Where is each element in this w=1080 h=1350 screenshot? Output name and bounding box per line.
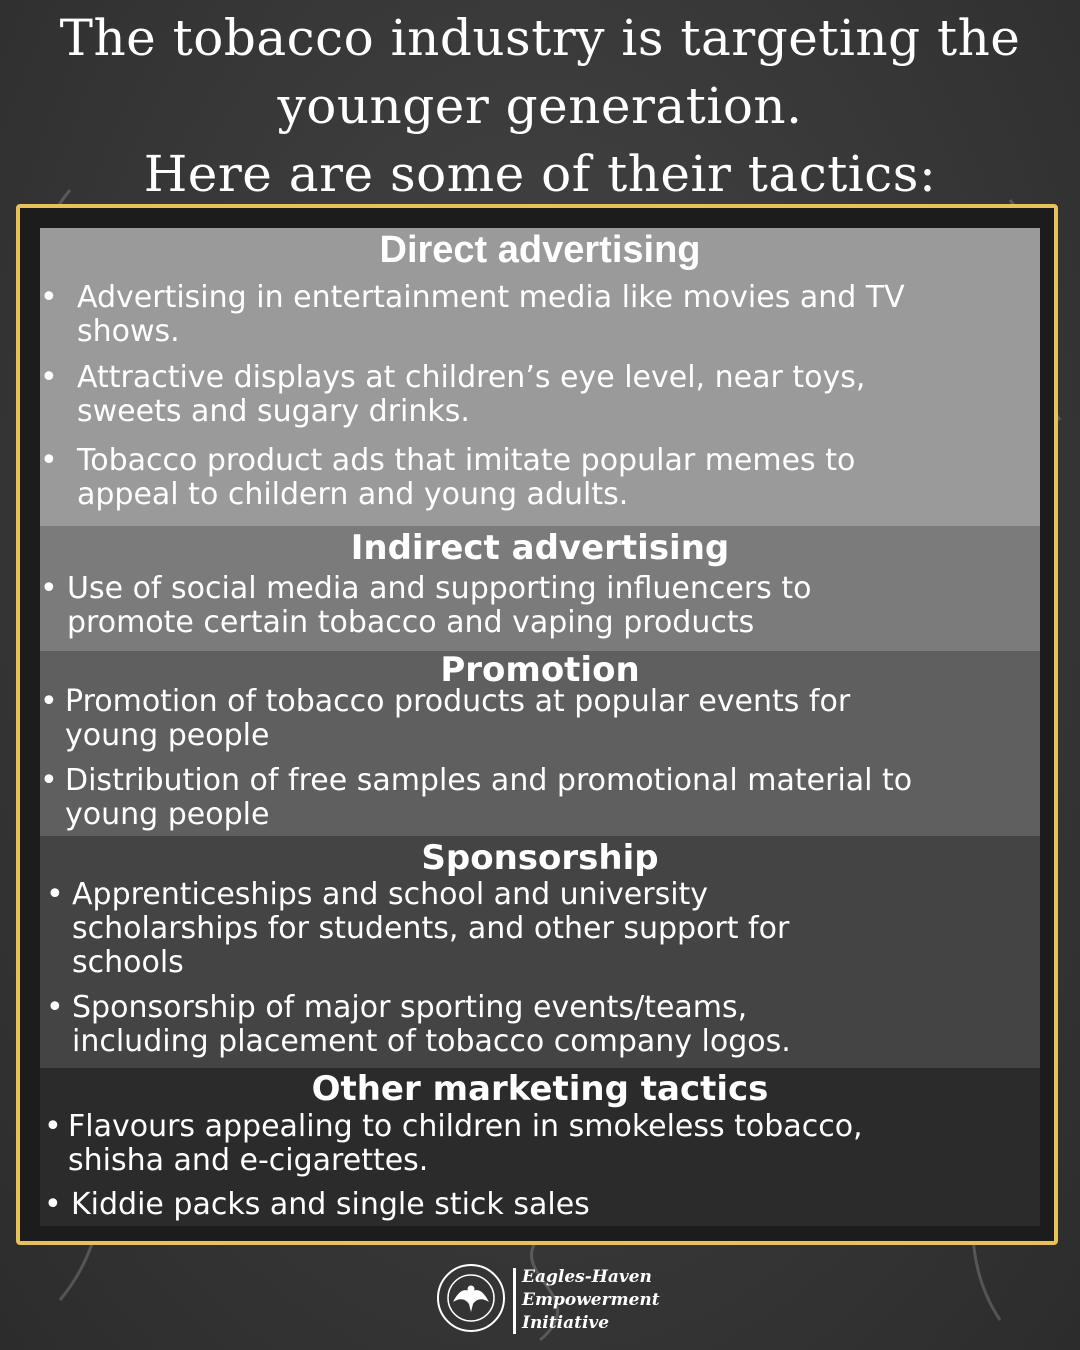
bullet: •: [40, 360, 58, 395]
bullet: •: [40, 684, 58, 719]
list-item: [46, 991, 1036, 1059]
list-item-text: Apprenticeships and school and university scholarships for students, and other support for schools: [72, 877, 790, 980]
bullet: •: [40, 763, 58, 798]
bullet: •: [46, 990, 64, 1025]
list-item: [40, 572, 1030, 640]
section-heading: Indirect advertising: [350, 528, 730, 568]
org-name-line-3: Initiative: [522, 1313, 610, 1333]
list-item: [40, 281, 1030, 349]
list-item: [40, 685, 1030, 753]
section-heading: Sponsorship: [421, 838, 659, 878]
bullet: •: [40, 280, 58, 315]
list-item-text: Use of social media and supporting influencers to promote certain tobacco and vaping products: [67, 571, 812, 640]
list-item-text: Promotion of tobacco products at popular events for young people: [65, 684, 851, 753]
list-item-text: Distribution of free samples and promotional material to young people: [65, 763, 913, 832]
list-item: [40, 764, 1030, 832]
bullet: •: [44, 1187, 62, 1222]
eagle-emblem-icon: [435, 1262, 507, 1334]
logo-divider: [513, 1268, 516, 1334]
title-line-2: younger generation.: [277, 77, 803, 135]
list-item: [46, 878, 1036, 980]
list-item-text: Sponsorship of major sporting events/teams, including placement of tobacco company logos.: [72, 990, 791, 1059]
list-item: [40, 361, 1030, 429]
list-item: [44, 1110, 1034, 1178]
section-heading: Other marketing tactics: [311, 1069, 769, 1109]
list-item-text: Attractive displays at children’s eye level, near toys, sweets and sugary drinks.: [77, 360, 866, 429]
section-indirect-advertising: [40, 526, 1040, 651]
org-name-line-1: Eagles-Haven: [522, 1267, 652, 1287]
footer: [0, 1260, 1080, 1340]
bullet: •: [40, 443, 58, 478]
section-sponsorship: [40, 836, 1040, 1068]
list-item-text: Kiddie packs and single stick sales: [71, 1187, 590, 1222]
bullet: •: [46, 877, 64, 912]
list-item-text: Advertising in entertainment media like movies and TV shows.: [77, 280, 905, 349]
list-item-text: Flavours appealing to children in smokeless tobacco, shisha and e-cigarettes.: [68, 1109, 863, 1178]
list-item-text: Tobacco product ads that imitate popular memes to appeal to childern and young adults.: [77, 443, 856, 512]
section-heading: Direct advertising: [379, 229, 701, 271]
bullet: •: [44, 1109, 62, 1144]
page-title: [0, 4, 1080, 208]
org-name-line-2: Empowerment: [522, 1290, 660, 1310]
section-promotion: [40, 651, 1040, 836]
org-name: [522, 1266, 660, 1335]
bullet: •: [40, 571, 58, 606]
list-item: [40, 444, 1030, 512]
title-line-1: The tobacco industry is targeting the: [59, 9, 1021, 67]
list-item: [44, 1188, 1034, 1222]
title-line-3: Here are some of their tactics:: [143, 145, 937, 203]
section-other-marketing-tactics: [40, 1068, 1040, 1226]
section-heading: Promotion: [440, 650, 640, 690]
section-direct-advertising: [40, 228, 1040, 526]
